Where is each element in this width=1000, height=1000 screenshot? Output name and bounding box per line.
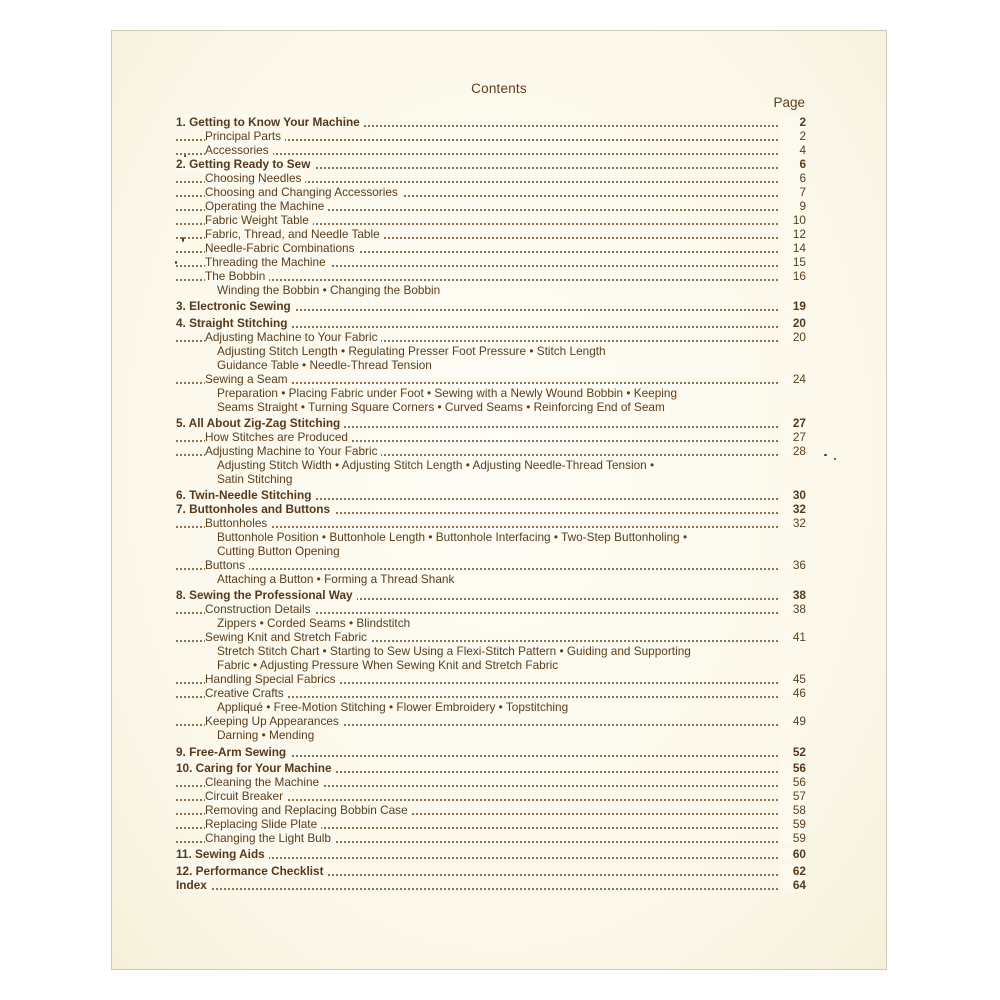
toc-label: 9. Free-Arm Sewing: [176, 745, 290, 759]
toc-page-number: 28: [780, 444, 806, 458]
page-title: Contents: [471, 81, 527, 96]
toc-label: Creative Crafts: [205, 686, 288, 700]
toc-label: The Bobbin: [205, 269, 269, 283]
toc-label: Cutting Button Opening: [217, 544, 340, 559]
toc-label: Attaching a Button • Forming a Thread Shank: [217, 572, 455, 587]
toc-label: Adjusting Stitch Width • Adjusting Stitch Length • Adjusting Needle-Thread Tension •: [217, 457, 655, 472]
toc-label: 10. Caring for Your Machine: [176, 761, 336, 775]
toc-page-number: 6: [780, 157, 806, 171]
toc-chapter: [176, 157, 806, 171]
toc-topics: [176, 472, 806, 486]
toc-page-number: 24: [780, 372, 806, 386]
toc-section: [176, 430, 806, 444]
toc-chapter: [176, 761, 806, 775]
toc-topics: [176, 386, 806, 400]
toc-label: Seams Straight • Turning Square Corners • Curved Seams • Reinforcing End of Seam: [217, 399, 665, 414]
toc-label: Keeping Up Appearances: [205, 714, 343, 728]
toc-page-number: 6: [780, 171, 806, 185]
toc-topics: [176, 700, 806, 714]
scanned-page: [111, 30, 887, 970]
toc-label: 7. Buttonholes and Buttons: [176, 502, 334, 516]
toc-page-number: 16: [780, 269, 806, 283]
toc-section: [176, 269, 806, 283]
toc-label: Buttonhole Position • Buttonhole Length • Buttonhole Interfacing • Two-Step Buttonholing •: [217, 530, 688, 545]
toc-section: [176, 516, 806, 530]
toc-label: Handling Special Fabrics: [205, 672, 340, 686]
toc-label: Guidance Table • Needle-Thread Tension: [217, 357, 432, 372]
toc-label: 1. Getting to Know Your Machine: [176, 115, 364, 129]
toc-label: Buttonholes: [205, 516, 271, 530]
toc-topics: [176, 400, 806, 414]
toc-chapter: [176, 864, 806, 878]
scan-speck: [182, 237, 184, 242]
toc-section: [176, 330, 806, 344]
toc-label: Index: [176, 878, 211, 892]
toc-topics: [176, 658, 806, 672]
toc-page-number: 60: [780, 847, 806, 861]
toc-section: [176, 775, 806, 789]
toc-section: [176, 227, 806, 241]
toc-section: [176, 672, 806, 686]
toc-label: Construction Details: [205, 602, 315, 616]
table-of-contents: [176, 115, 806, 892]
page-column-header: Page: [773, 95, 805, 110]
toc-label: Threading the Machine: [205, 255, 330, 269]
toc-page-number: 56: [780, 775, 806, 789]
toc-page-number: 2: [780, 129, 806, 143]
toc-section: [176, 817, 806, 831]
toc-page-number: 59: [780, 817, 806, 831]
toc-label: Circuit Breaker: [205, 789, 287, 803]
toc-chapter: [176, 878, 806, 892]
toc-page-number: 56: [780, 761, 806, 775]
toc-label: Darning • Mending: [217, 728, 315, 743]
toc-label: Buttons: [205, 558, 249, 572]
toc-label: Adjusting Machine to Your Fabric: [205, 330, 381, 344]
toc-label: Cleaning the Machine: [205, 775, 323, 789]
toc-label: Winding the Bobbin • Changing the Bobbin: [217, 283, 441, 297]
toc-topics: [176, 530, 806, 544]
toc-topics: [176, 572, 806, 586]
toc-label: 8. Sewing the Professional Way: [176, 588, 357, 602]
toc-topics: [176, 358, 806, 372]
toc-chapter: [176, 847, 806, 861]
toc-section: [176, 255, 806, 269]
toc-section: [176, 444, 806, 458]
toc-label: Zippers • Corded Seams • Blindstitch: [217, 616, 411, 631]
toc-chapter: [176, 316, 806, 330]
toc-topics: [176, 644, 806, 658]
toc-section: [176, 185, 806, 199]
toc-label: Fabric Weight Table: [205, 213, 313, 227]
toc-section: [176, 129, 806, 143]
toc-topics: [176, 458, 806, 472]
toc-label: Sewing Knit and Stretch Fabric: [205, 630, 371, 644]
toc-label: How Stitches are Produced: [205, 430, 352, 444]
toc-section: [176, 803, 806, 817]
dot-leader: [176, 568, 778, 570]
toc-section: [176, 714, 806, 728]
toc-label: Changing the Light Bulb: [205, 831, 335, 845]
toc-page-number: 20: [780, 330, 806, 344]
toc-label: 5. All About Zig-Zag Stitching: [176, 416, 344, 430]
toc-section: [176, 171, 806, 185]
toc-label: 6. Twin-Needle Stitching: [176, 488, 315, 502]
toc-label: 12. Performance Checklist: [176, 864, 328, 878]
toc-label: 4. Straight Stitching: [176, 316, 291, 330]
toc-topics: [176, 616, 806, 630]
toc-label: Satin Stitching: [217, 471, 293, 486]
toc-label: Stretch Stitch Chart • Starting to Sew Using a Flexi-Stitch Pattern • Guiding and Supporting: [217, 644, 691, 659]
toc-page-number: 32: [780, 516, 806, 530]
toc-chapter: [176, 115, 806, 129]
toc-section: [176, 241, 806, 255]
toc-label: Appliqué • Free-Motion Stitching • Flower Embroidery • Topstitching: [217, 700, 569, 715]
toc-label: Removing and Replacing Bobbin Case: [205, 803, 412, 817]
toc-section: [176, 213, 806, 227]
toc-page-number: 15: [780, 255, 806, 269]
toc-page-number: 2: [780, 115, 806, 129]
toc-section: [176, 199, 806, 213]
toc-page-number: 9: [780, 199, 806, 213]
toc-label: Choosing Needles: [205, 171, 305, 185]
toc-topics: [176, 283, 806, 297]
toc-page-number: 27: [780, 430, 806, 444]
toc-label: Sewing a Seam: [205, 372, 292, 386]
toc-label: Replacing Slide Plate: [205, 817, 321, 831]
toc-section: [176, 831, 806, 845]
toc-page-number: 30: [780, 488, 806, 502]
toc-chapter: [176, 416, 806, 430]
toc-label: 11. Sewing Aids: [176, 847, 269, 861]
toc-page-number: 46: [780, 686, 806, 700]
toc-page-number: 49: [780, 714, 806, 728]
toc-topics: [176, 728, 806, 742]
toc-section: [176, 372, 806, 386]
toc-page-number: 10: [780, 213, 806, 227]
toc-label: Preparation • Placing Fabric under Foot • Sewing with a Newly Wound Bobbin • Keeping: [217, 385, 678, 400]
toc-page-number: 19: [780, 299, 806, 313]
toc-page-number: 62: [780, 864, 806, 878]
toc-page-number: 41: [780, 630, 806, 644]
toc-label: Accessories: [205, 143, 273, 157]
dot-leader: [176, 888, 778, 890]
toc-label: 2. Getting Ready to Sew: [176, 157, 314, 171]
toc-page-number: 27: [780, 416, 806, 430]
toc-label: 3. Electronic Sewing: [176, 299, 295, 313]
toc-page-number: 38: [780, 588, 806, 602]
toc-page-number: 36: [780, 558, 806, 572]
toc-topics: [176, 344, 806, 358]
toc-label: Operating the Machine: [205, 199, 328, 213]
toc-page-number: 52: [780, 745, 806, 759]
toc-page-number: 58: [780, 803, 806, 817]
toc-section: [176, 686, 806, 700]
toc-section: [176, 558, 806, 572]
toc-page-number: 57: [780, 789, 806, 803]
toc-page-number: 64: [780, 878, 806, 892]
toc-label: Fabric • Adjusting Pressure When Sewing Knit and Stretch Fabric: [217, 658, 559, 673]
scan-speck: [834, 458, 836, 460]
toc-page-number: 20: [780, 316, 806, 330]
toc-chapter: [176, 588, 806, 602]
toc-page-number: 38: [780, 602, 806, 616]
toc-page-number: 32: [780, 502, 806, 516]
toc-label: Choosing and Changing Accessories: [205, 185, 402, 199]
toc-page-number: 59: [780, 831, 806, 845]
toc-section: [176, 602, 806, 616]
toc-page-number: 7: [780, 185, 806, 199]
toc-label: Needle-Fabric Combinations: [205, 241, 359, 255]
toc-chapter: [176, 502, 806, 516]
toc-chapter: [176, 488, 806, 502]
toc-page-number: 14: [780, 241, 806, 255]
toc-label: Fabric, Thread, and Needle Table: [205, 227, 384, 241]
toc-chapter: [176, 745, 806, 759]
toc-page-number: 12: [780, 227, 806, 241]
toc-section: [176, 143, 806, 157]
toc-label: Adjusting Machine to Your Fabric: [205, 444, 381, 458]
toc-label: Adjusting Stitch Length • Regulating Presser Foot Pressure • Stitch Length: [217, 343, 606, 358]
toc-page-number: 4: [780, 143, 806, 157]
scan-speck: [175, 261, 177, 264]
toc-topics: [176, 544, 806, 558]
toc-page-number: 45: [780, 672, 806, 686]
toc-chapter: [176, 299, 806, 313]
toc-section: [176, 789, 806, 803]
toc-section: [176, 630, 806, 644]
toc-label: Principal Parts: [205, 129, 285, 143]
scan-speck: [824, 454, 827, 456]
